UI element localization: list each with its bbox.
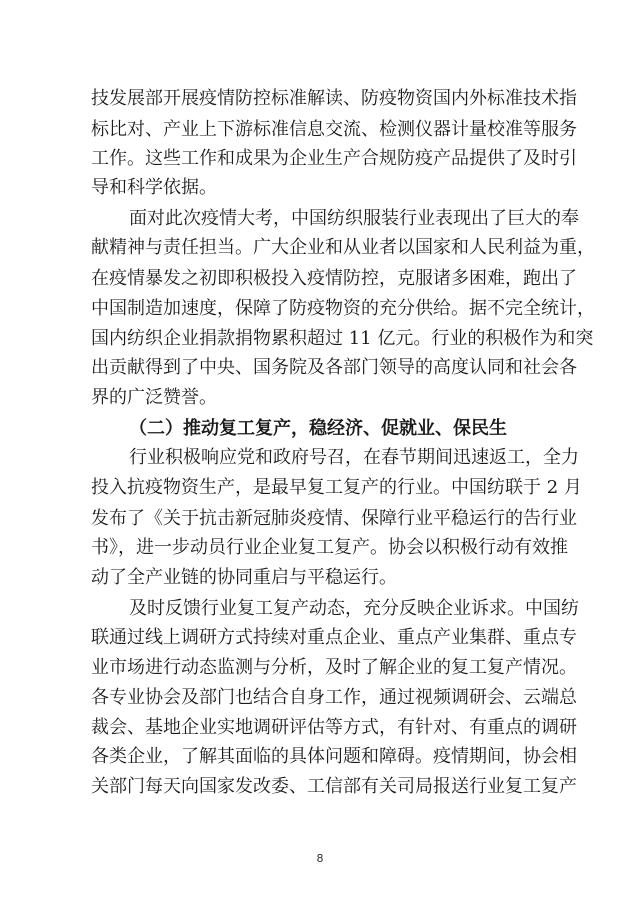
paragraph-3-line-4: 书》，进一步动员行业企业复工复产。协会以积极行动有效推: [91, 537, 568, 559]
paragraph-2-line-1: 面对此次疫情大考，中国纺织服装行业表现出了巨大的奉: [129, 207, 579, 229]
paragraph-2-line-2: 献精神与责任担当。广大企业和从业者以国家和人民利益为重，: [91, 237, 595, 259]
paragraph-2-line-3: 在疫情暴发之初即积极投入疫情防控，克服诸多困难，跑出了: [91, 268, 577, 290]
paragraph-4-line-6: 各类企业，了解其面临的具体问题和障碍。疫情期间，协会相: [91, 746, 577, 768]
paragraph-1-line-3: 工作。这些工作和成果为企业生产合规防疫产品提供了及时引: [91, 148, 577, 170]
paragraph-2-line-5: 国内纺织企业捐款捐物累积超过 11 亿元。行业的积极作为和突: [91, 327, 594, 349]
paragraph-4-line-7: 关部门每天向国家发改委、工信部有关司局报送行业复工复产: [91, 776, 577, 797]
paragraph-3-line-3: 发布了《关于抗击新冠肺炎疫情、保障行业平稳运行的告行业: [91, 507, 577, 529]
paragraph-3-line-2: 投入抗疫物资生产，是最早复工复产的行业。中国纺联于 2 月: [91, 477, 582, 498]
paragraph-1-line-4: 导和科学依据。: [91, 177, 217, 199]
page-number: 8: [316, 852, 324, 865]
paragraph-1-line-1: 技发展部开展疫情防控标准解读、防疫物资国内外标准技术指: [91, 88, 577, 109]
paragraph-1-line-2: 标比对、产业上下游标准信息交流、检测仪器计量校准等服务: [91, 118, 577, 140]
paragraph-4-line-4: 各专业协会及部门也结合自身工作，通过视频调研会、云端总: [91, 686, 577, 708]
paragraph-4-line-5: 裁会、基地企业实地调研评估等方式，有针对、有重点的调研: [91, 716, 577, 738]
paragraph-2-line-7: 界的广泛赞誉。: [91, 386, 217, 408]
paragraph-2-line-6: 出贡献得到了中央、国务院及各部门领导的高度认同和社会各: [91, 357, 577, 379]
paragraph-4-line-2: 联通过线上调研方式持续对重点企业、重点产业集群、重点专: [91, 627, 577, 649]
paragraph-4-line-3: 业市场进行动态监测与分析，及时了解企业的复工复产情况。: [91, 657, 577, 679]
paragraph-2-line-4: 中国制造加速度，保障了防疫物资的充分供给。据不完全统计，: [91, 297, 595, 319]
section-heading: （二）推动复工复产，稳经济、促就业、保民生: [129, 417, 507, 439]
paragraph-3-line-5: 动了全产业链的协同重启与平稳运行。: [91, 567, 397, 589]
paragraph-4-line-1: 及时反馈行业复工复产动态，充分反映企业诉求。中国纺: [129, 597, 579, 619]
paragraph-3-line-1: 行业积极响应党和政府号召，在春节期间迅速返工，全力: [129, 447, 579, 469]
